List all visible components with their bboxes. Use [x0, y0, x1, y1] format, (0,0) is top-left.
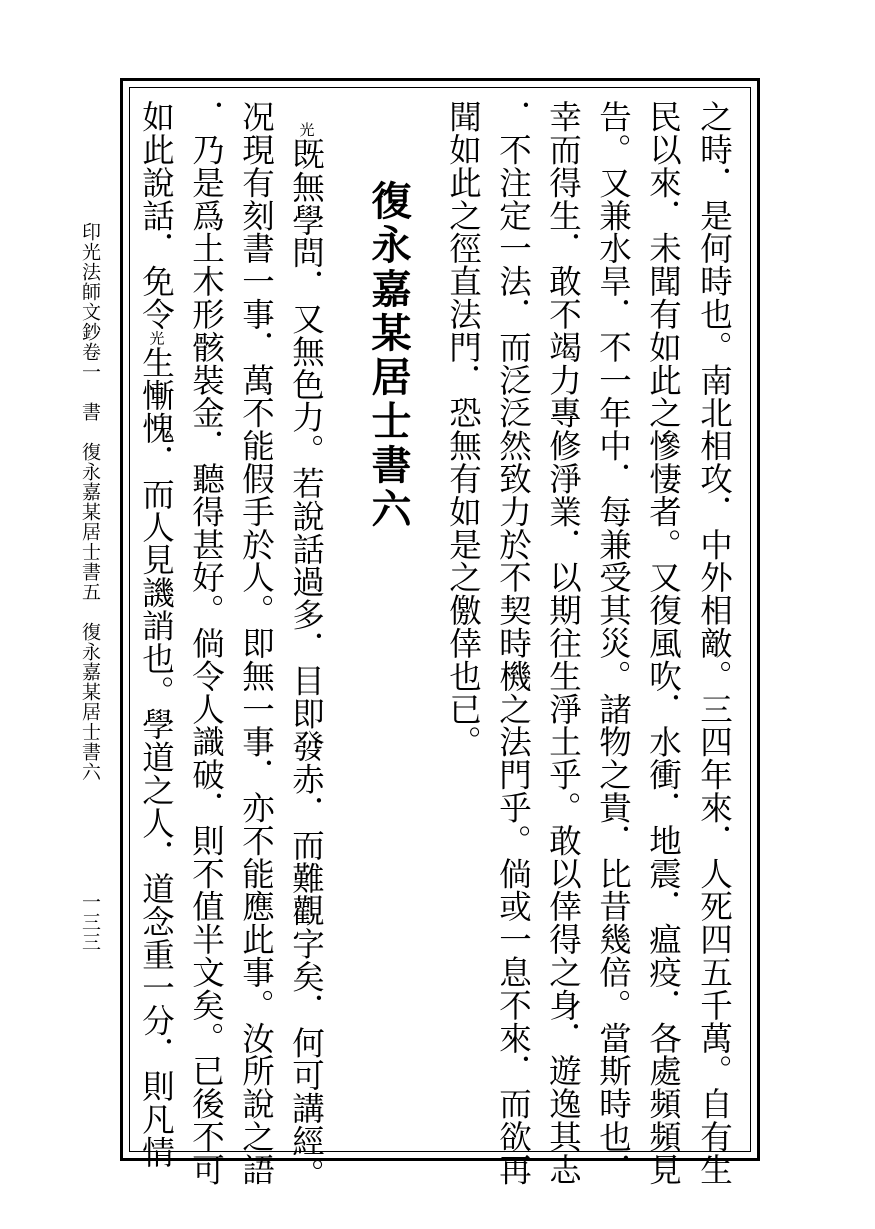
self-reference-mark-2: 光	[147, 330, 166, 346]
self-reference-mark: 光	[297, 122, 316, 138]
text-column-10	[137, 100, 176, 1169]
running-title: 印光法師文鈔卷一 書 復永嘉某居士書五 復永嘉某居士書六	[79, 222, 101, 782]
text-column-4: 幸而得生．敢不竭力專修淨業．以期往生淨土乎。敢以倖得之身．遊逸其志	[544, 100, 583, 1186]
text-column-3: 告。又兼水旱．不一年中．每兼受其災。諸物之貴．比昔幾倍。當斯時也．	[594, 100, 633, 1186]
text-column-5: ．不注定一法．而泛泛然致力於不契時機之法門乎。倘或一息不來．而欲再	[494, 100, 533, 1186]
text-column-10-part-1: 如此說話．免令	[137, 100, 176, 331]
text-column-7	[287, 122, 326, 1191]
text-column-9: ．乃是爲土木形骸裝金．聽得甚好。倘令人識破．則不值半文矣。已後不可	[187, 100, 226, 1186]
text-column-7-body: 既無學問．又無色力。若說話過多．目即發赤．而難觀字矣．何可講經。	[287, 137, 326, 1191]
text-column-6: 聞如此之徑直法門．恐無有如是之儌倖也已。	[444, 100, 483, 758]
text-column-1: 之時．是何時也。南北相攻．中外相敵。三四年來．人死四五千萬。自有生	[695, 100, 734, 1186]
page-number: 一三三	[79, 892, 101, 952]
text-column-10-part-2: 生慚愧．而人見譏誚也。學道之人．道念重一分．則凡情	[137, 345, 176, 1169]
text-column-2: 民以來．未聞有如此之慘悽者。又復風吹．水衝．地震．瘟疫．各處頻頻見	[644, 100, 683, 1186]
letter-title: 復永嘉某居士書六	[365, 180, 412, 532]
text-column-8: 况現有刻書一事．萬不能假手於人。即無一事．亦不能應此事。汝所說之語	[237, 100, 276, 1186]
